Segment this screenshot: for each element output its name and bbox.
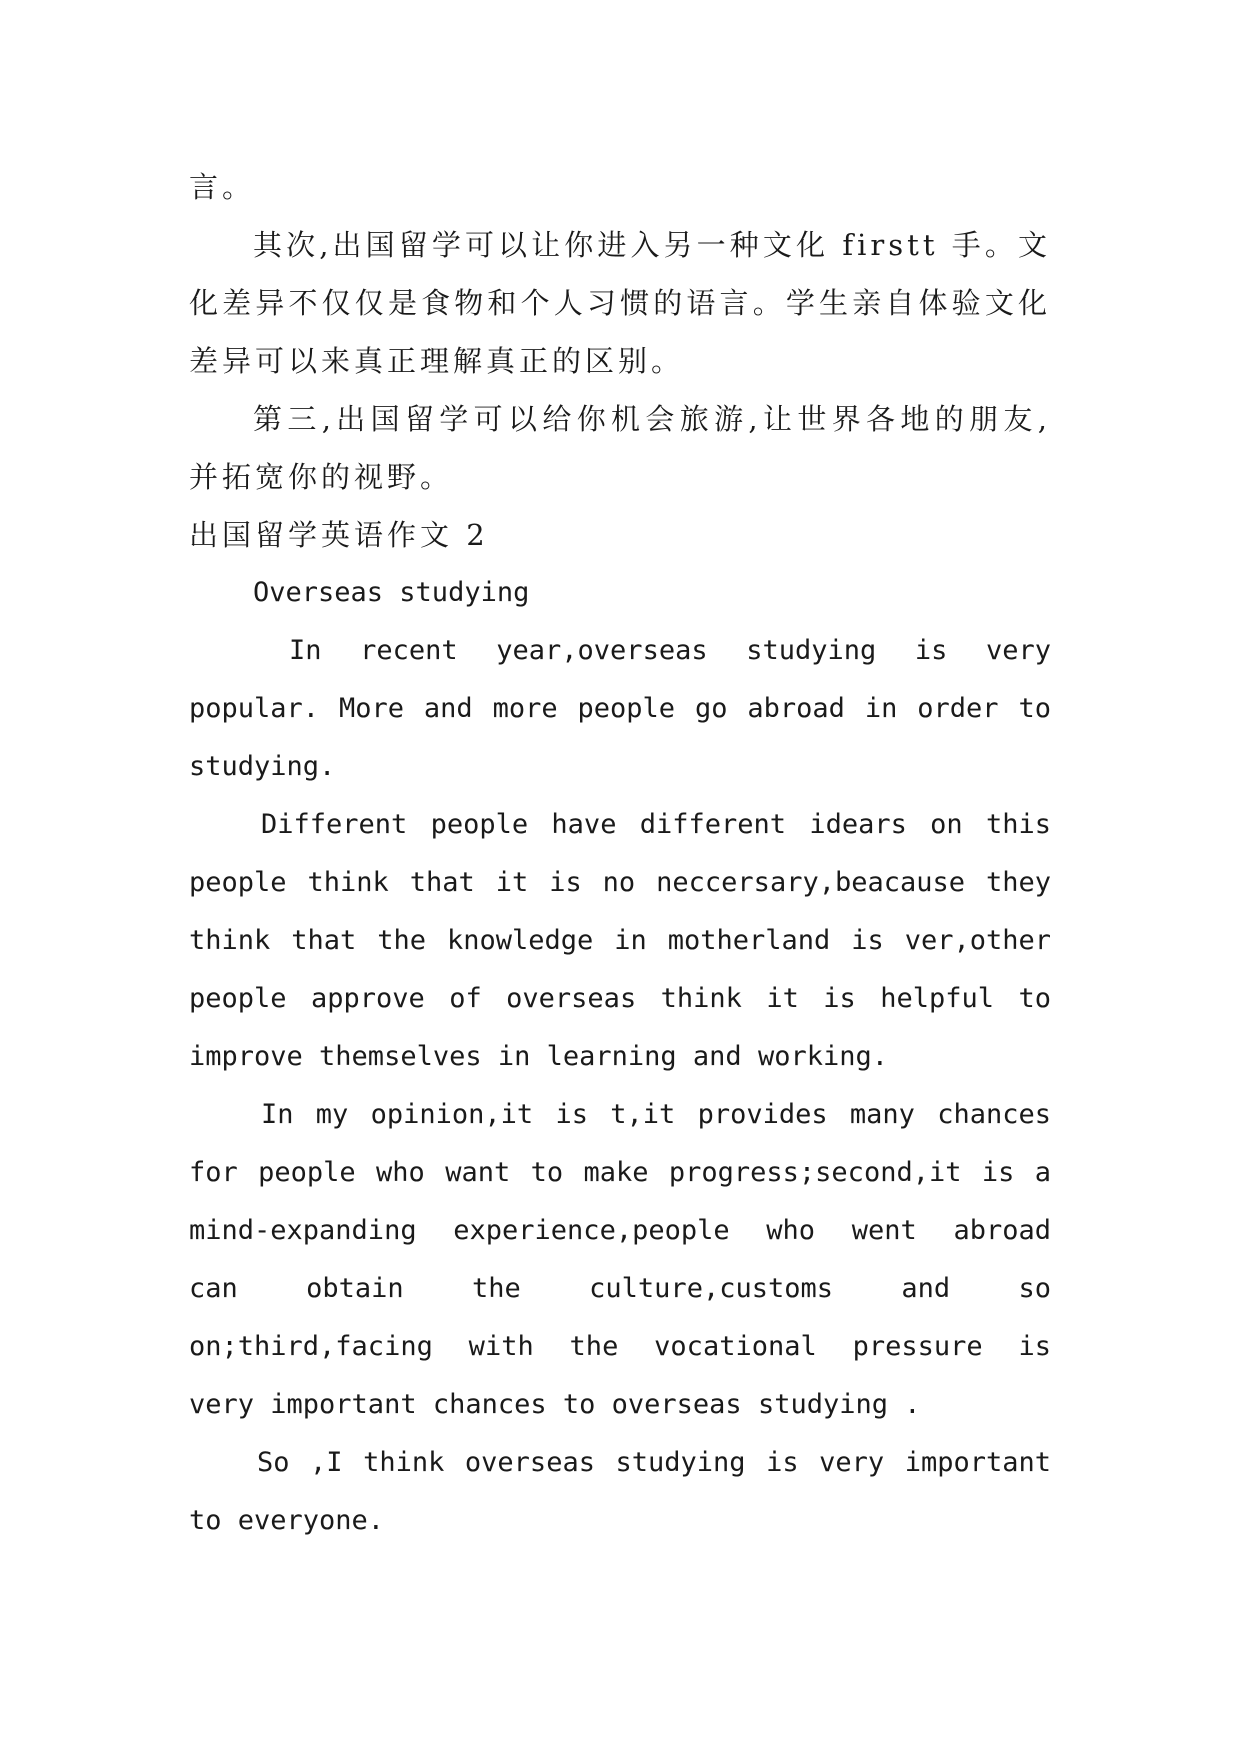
text-line: to everyone. [189,1505,385,1536]
text-line: 其次,出国留学可以让你进入另一种文化 firstt 手。文 [253,228,1051,262]
text-line: In recent year,overseas studying is very [289,635,1051,666]
text-line: 第三,出国留学可以给你机会旅游,让世界各地的朋友, [253,402,1051,436]
text-line: very important chances to overseas studying . [189,1389,921,1420]
text-line: Different people have different idears on this [261,809,1051,840]
text-line: 并拓宽你的视野。 [189,460,454,494]
text-line: think that the knowledge in motherland is ver,other [189,925,1051,956]
text-line: people think that it is no neccersary,beacause they [189,867,1051,898]
text-line: 差异可以来真正理解真正的区别。 [189,344,685,378]
essay-title: Overseas studying [253,577,530,608]
text-line: 言。 [189,170,256,204]
text-line: for people who want to make progress;second,it is a [189,1157,1051,1188]
text-line: improve themselves in learning and working. [189,1041,888,1072]
text-line: 化差异不仅仅是食物和个人习惯的语言。学生亲自体验文化 [189,286,1051,320]
text-line: people approve of overseas think it is helpful to [189,983,1051,1014]
text-line: In my opinion,it is t,it provides many chances [261,1099,1051,1130]
text-line: mind-expanding experience,people who went abroad [189,1215,1051,1246]
text-line: can obtain the culture,customs and so [189,1273,1051,1304]
text-line: on;third,facing with the vocational pressure is [189,1331,1051,1362]
text-line: popular. More and more people go abroad in order to [189,693,1051,724]
text-line: studying. [189,751,336,782]
document-page [189,158,1051,1550]
text-line: So ,I think overseas studying is very important [257,1447,1051,1478]
section-heading: 出国留学英语作文 2 [189,518,489,552]
